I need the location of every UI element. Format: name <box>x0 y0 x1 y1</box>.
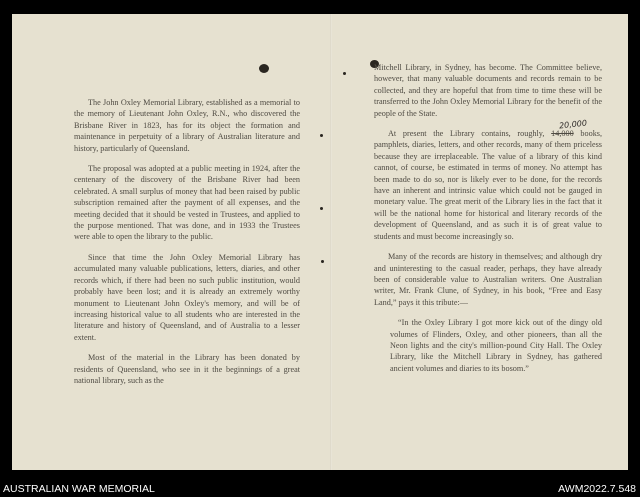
document-page <box>12 14 628 470</box>
handwritten-annotation: 20,000 <box>558 118 588 131</box>
paragraph-text: At present the Library contains, roughly, <box>388 129 545 139</box>
punch-hole <box>320 207 323 210</box>
paragraph: The John Oxley Memorial Library, established as a memorial to the memory of Lieutenant John Oxley, R.N., who discovered the Brisbane River in 1823, has for its object the formation and maintenance in perpetuity of a library of Australian literature and history, particularly of Queensland. <box>74 98 300 153</box>
paragraph: Many of the records are history in themselves; and although dry and uninteresting to the casual reader, perhaps, they have already been of considerable value to Australian writers. One Australian writer, Mr. Frank Clune, of Sydney, in his book, “Free and Easy Land,” pays it this tribute:— <box>374 252 602 307</box>
struck-number: 14,000 <box>551 129 574 139</box>
paragraph: The proposal was adopted at a public meeting in 1924, after the centenary of the discovery of the Brisbane River had been celebrated. A small surplus of money that had been raised by public subscription remained after the payment of all expenses, and the meeting decided that it should be vested in Trustees, and applied to the purpose mentioned. That was done, and in 1933 the Trustees were able to open the library to the public. <box>74 164 300 242</box>
right-column <box>374 62 602 383</box>
paragraph: Mitchell Library, in Sydney, has become. The Committee believe, however, that many valuable documents and records remain to be collected, and they are hopeful that from time to time these will be transferred to the John Oxley Memorial Library for the benefit of the people of the State. <box>374 63 602 118</box>
paragraph: Since that time the John Oxley Memorial Library has accumulated many valuable publications, letters, diaries, and other records which, if there had been no such public institution, would probably have been lost; and it is already an extremely worthy monument to Lieutenant John Oxley's memory, and will be of increasing historical value to all students who are interested in the literature and history of Queensland, and of Australia to a lesser extent. <box>74 252 300 342</box>
block-quote <box>390 317 602 374</box>
footer-institution: AUSTRALIAN WAR MEMORIAL <box>3 483 155 495</box>
punch-hole <box>343 72 346 75</box>
paragraph <box>374 128 602 242</box>
paragraph-text: books, pamphlets, diaries, letters, and other records, many of them priceless because they are irreplaceable. The value of a library of this kind cannot, of course, be estimated in terms of money. No attempt has been made to do so, nor is likely ever to be done, for the records have an inherent and intrinsic value which could not be gauged in monetary value. The great merit of the Library lies in the fact that it will be the national home for historical and literary records of the development of Queensland, and as such it is of great value to students and must become increasingly so. <box>374 129 603 241</box>
punch-hole <box>259 64 269 73</box>
paragraph: Most of the material in the Library has been donated by residents of Queensland, who see in it the beginnings of a great national library, such as the <box>74 353 300 385</box>
quote-text: “In the Oxley Library I got more kick out of the dingy old volumes of Flinders, Oxley, and other pioneers, than all the Neon lights and the city's million-pound City Hall. The Oxley Library, like the Mitchell Library in Sydney, has gathered ancient volumes and diaries to its bosom.” <box>390 318 602 373</box>
left-column <box>74 97 300 395</box>
footer-accession-number: AWM2022.7.548 <box>558 483 636 495</box>
punch-hole <box>321 260 324 263</box>
page-fold <box>330 14 332 470</box>
punch-hole <box>320 134 323 137</box>
